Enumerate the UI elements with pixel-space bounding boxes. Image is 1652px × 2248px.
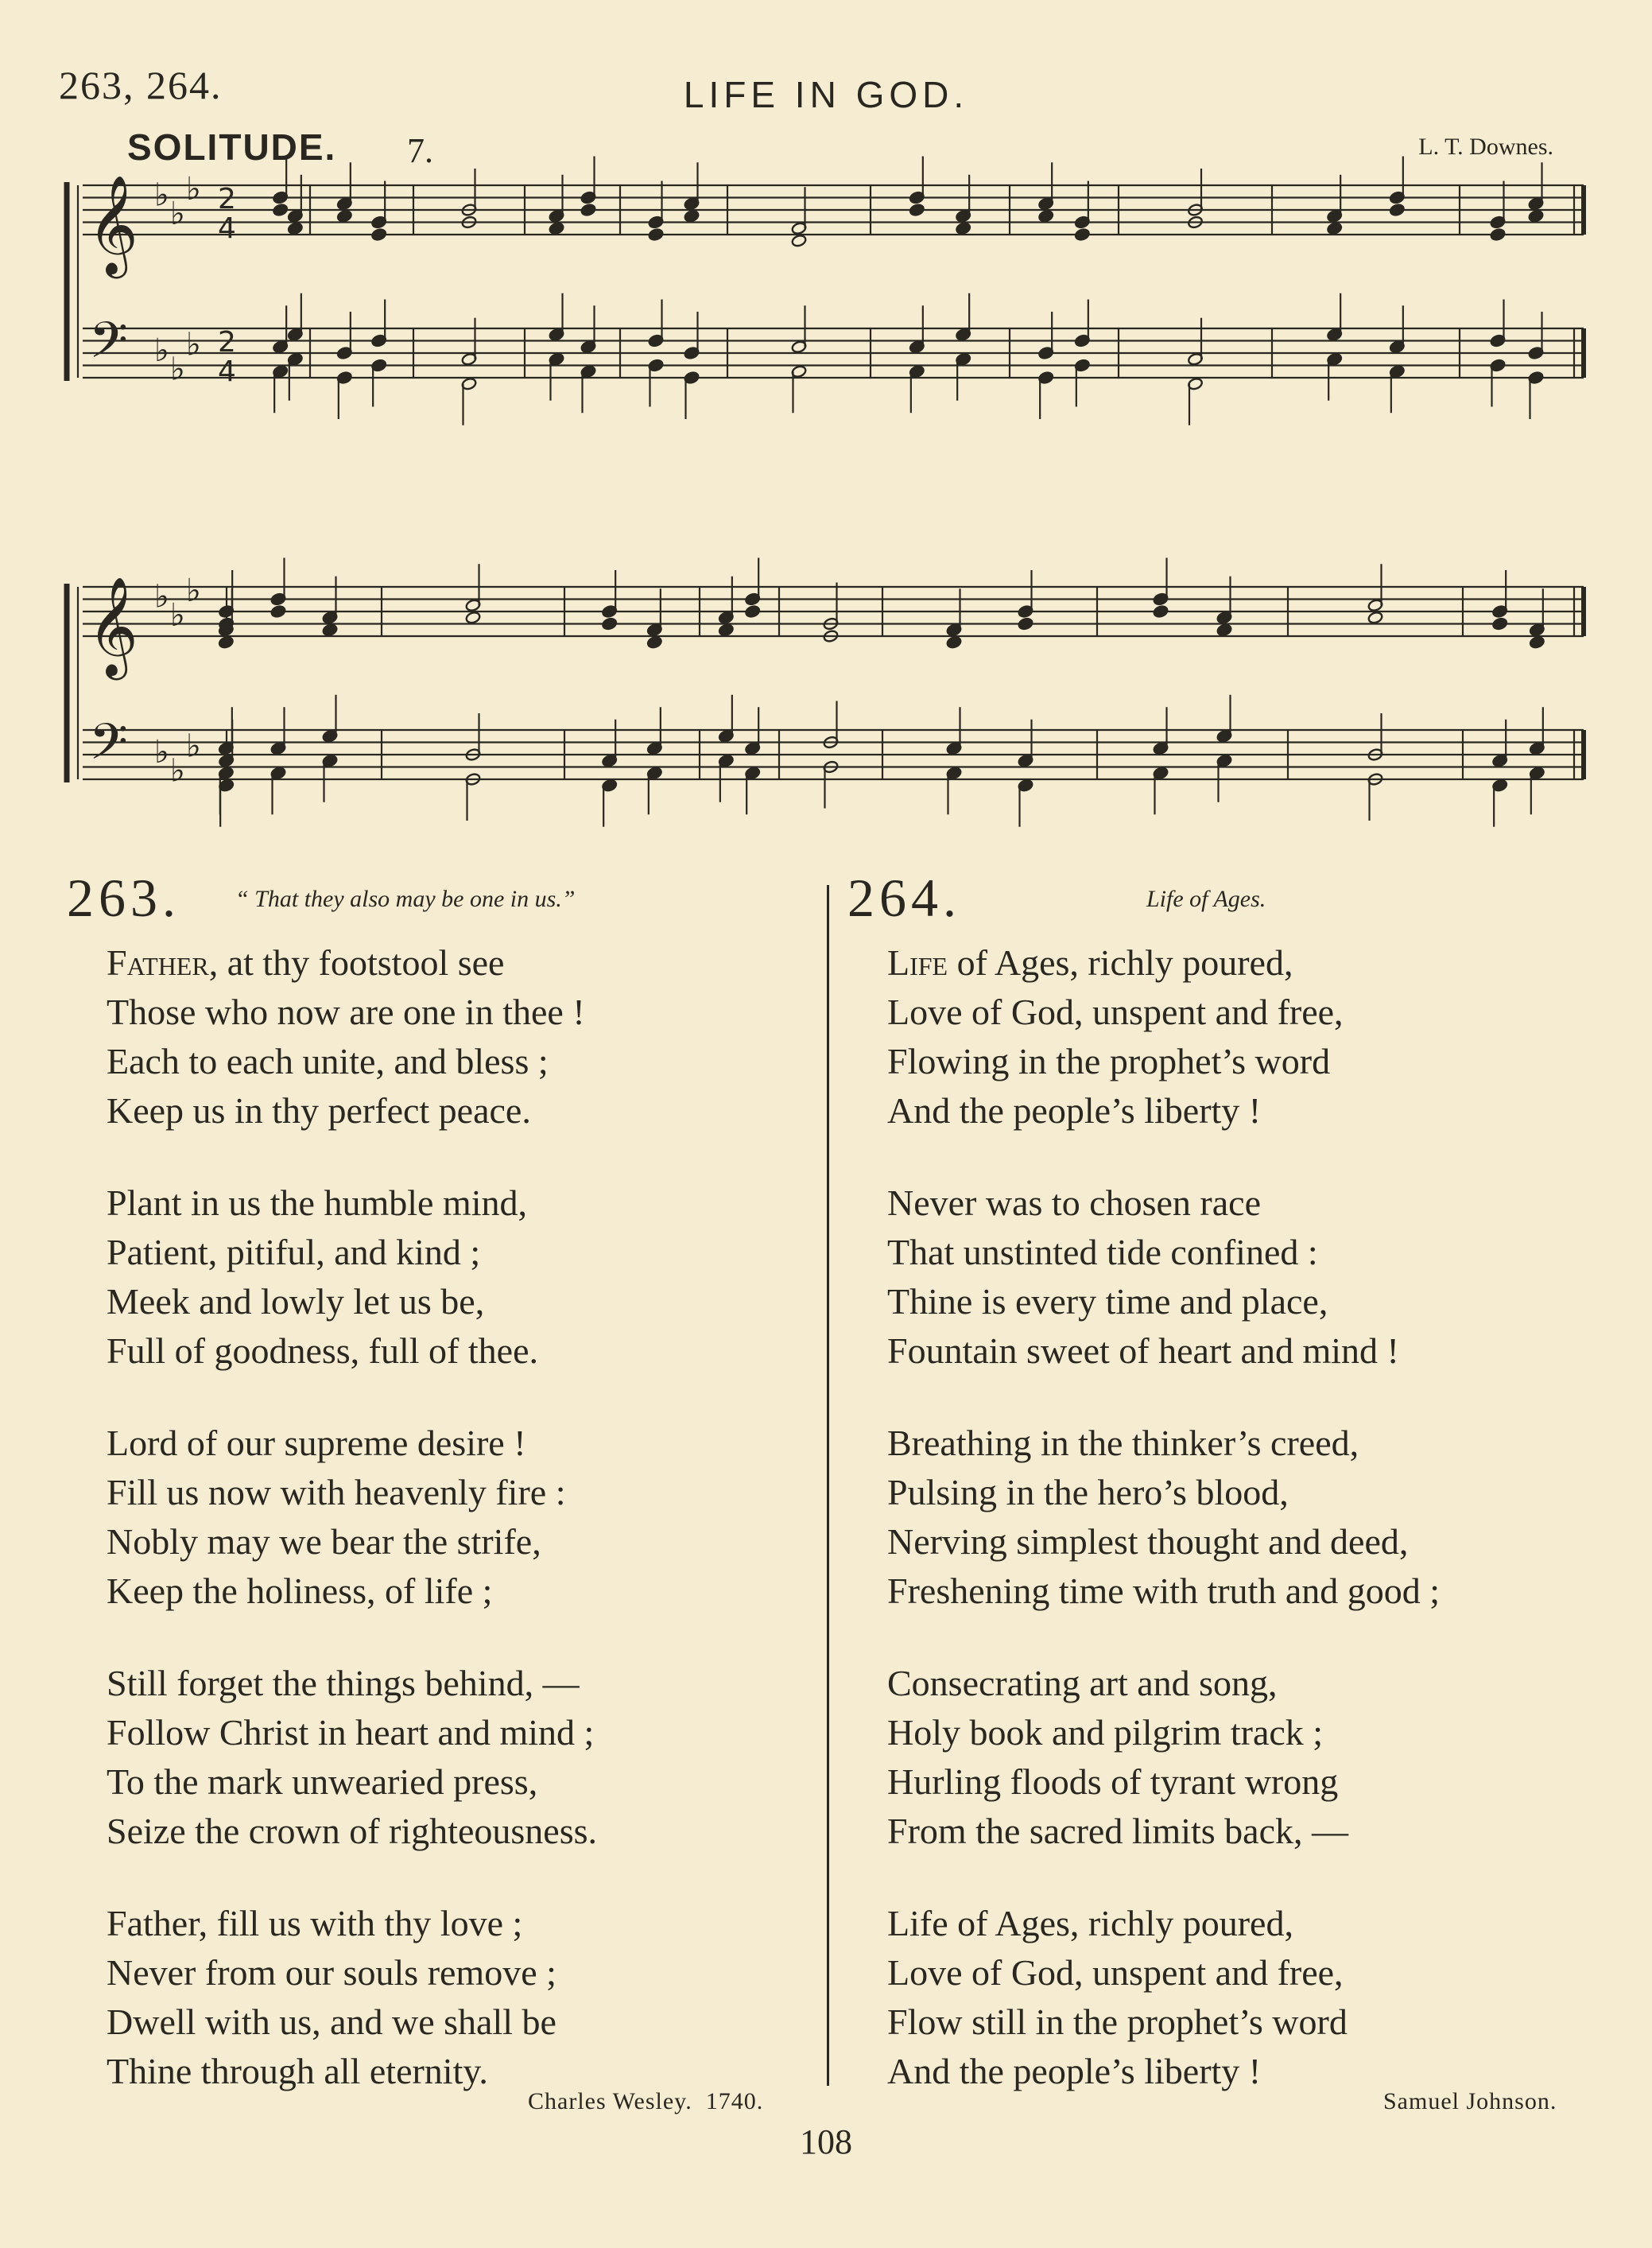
stanza [107,1178,822,1376]
hymn-263-epigraph: “ That they also may be one in us.” [235,886,576,912]
verse-line: Freshening time with truth and good ; [887,1570,1441,1611]
bass-clef-icon: 𝄢 [89,712,128,783]
verse-line: Seize the crown of righteousness. [107,1811,598,1851]
hymn-263-author [528,2088,763,2115]
verse-line: Flow still in the prophet’s word [887,2001,1348,2042]
verse-line: Still forget the things behind, — [107,1663,580,1703]
notehead [1038,209,1054,223]
flat-sign-icon: ♭ [186,728,201,765]
verse-line: Dwell with us, and we shall be [107,2001,556,2042]
column-divider [827,885,829,2086]
hymn-264-text [887,938,1635,2096]
flat-sign-icon: ♭ [170,195,185,232]
verse-line: And the people’s liberty ! [887,1090,1262,1131]
stanza [107,1659,822,1856]
notehead [1367,611,1383,624]
time-signature-top: 2 [218,183,236,215]
page-number: 108 [800,2122,852,2161]
flat-sign-icon: ♭ [154,578,169,615]
verse-line: Love of God, unspent and free, [887,1952,1344,1993]
hymn-264-number: 264. [847,868,961,928]
meter: 7. [407,131,433,170]
stanza [887,1659,1635,1856]
composer: L. T. Downes. [1418,134,1553,160]
treble-clef-icon: 𝄞 [87,175,138,274]
verse-line: Follow Christ in heart and mind ; [107,1712,595,1753]
section-title: LIFE IN GOD. [683,74,969,115]
notehead [956,222,971,235]
treble-clef-icon: 𝄞 [87,577,138,676]
flat-sign-icon: ♭ [154,177,169,214]
notehead [1018,617,1033,631]
notehead [270,604,286,618]
verse-line: Life of Ages, richly poured, [887,1903,1293,1943]
flat-sign-icon: ♭ [154,332,169,369]
notehead [1529,635,1545,649]
verse-line: Life of Ages, richly poured, [887,942,1293,983]
verse-line: Thine is every time and place, [887,1281,1328,1322]
verse-line: Hurling floods of tyrant wrong [887,1761,1339,1802]
hymn-264 [847,867,1635,2139]
flat-sign-icon: ♭ [186,572,201,609]
verse-line: Keep the holiness, of life ; [107,1570,493,1611]
verse-line: Keep us in thy perfect peace. [107,1090,531,1131]
notehead [648,227,664,241]
stanza [107,1899,822,2096]
author-year: 1740. [705,2088,764,2114]
verse-line: Father, fill us with thy love ; [107,1903,523,1943]
bass-clef-icon: 𝄢 [89,310,128,382]
notehead [1490,227,1506,241]
verse-line: Nobly may we bear the strife, [107,1521,541,1562]
flat-sign-icon: ♭ [186,170,201,208]
flat-sign-icon: ♭ [170,596,185,634]
verse-line: Thine through all eternity. [107,2051,488,2091]
time-signature-bottom: 4 [218,212,236,245]
notehead [946,635,962,649]
verse-line: Holy book and pilgrim track ; [887,1712,1324,1753]
notehead [322,623,338,637]
notehead [336,209,352,223]
notehead [287,222,303,235]
verse-line: Plant in us the humble mind, [107,1182,527,1223]
hymn-264-epigraph: Life of Ages. [1146,886,1266,912]
notehead [1528,209,1544,223]
stanza [107,1419,822,1616]
flat-sign-icon: ♭ [154,734,169,771]
notehead [791,234,807,247]
notehead [1216,623,1232,637]
verse-line: Fountain sweet of heart and mind ! [887,1330,1399,1371]
notehead [745,604,761,618]
verse-line: Flowing in the prophet’s word [887,1041,1331,1081]
verse-line: Nerving simplest thought and deed, [887,1521,1409,1562]
verse-line: Patient, pitiful, and kind ; [107,1232,481,1272]
notehead [1492,617,1508,631]
flat-sign-icon: ♭ [170,351,185,388]
notehead [1074,227,1090,241]
time-signature-top: 2 [218,326,236,359]
notehead [549,222,564,235]
flat-sign-icon: ♭ [186,326,201,363]
verse-line: Father, at thy footstool see [107,942,505,983]
notehead [1327,222,1343,235]
verse-line: Full of goodness, full of thee. [107,1330,538,1371]
notehead [218,635,234,649]
verse-line: From the sacred limits back, — [887,1811,1348,1851]
hymn-numbers-header: 263, 264. [59,63,223,107]
verse-line: Breathing in the thinker’s creed, [887,1423,1359,1463]
notehead [602,617,618,631]
tune-name: SOLITUDE. [127,126,337,168]
verse-line: Pulsing in the hero’s blood, [887,1472,1289,1512]
verse-line: Never from our souls remove ; [107,1952,556,1993]
hymn-263-text [107,938,822,2096]
time-signature-bottom: 4 [218,355,236,388]
hymn-264-author: Samuel Johnson. [1383,2088,1557,2114]
verse-line: And the people’s liberty ! [887,2051,1262,2091]
notehead [646,635,662,649]
stanza [887,1899,1635,2096]
author-name: Charles Wesley. [528,2088,692,2114]
stanza [887,938,1635,1136]
verse-line: Each to each unite, and bless ; [107,1041,549,1081]
verse-line: Lord of our supreme desire ! [107,1423,526,1463]
verse-line: Love of God, unspent and free, [887,992,1344,1032]
notehead [273,203,289,216]
notehead [371,227,387,241]
notehead [909,203,925,216]
stanza [887,1419,1635,1616]
verse-line: To the mark unwearied press, [107,1761,538,1802]
music-score [0,0,1652,859]
hymn-263 [67,867,822,2139]
verse-line: Fill us now with heavenly fire : [107,1472,566,1512]
notehead [465,611,481,624]
stanza [887,1178,1635,1376]
flat-sign-icon: ♭ [170,752,185,790]
notehead [1153,604,1169,618]
notehead [718,623,734,637]
notehead [580,203,596,216]
verse-line: Never was to chosen race [887,1182,1261,1223]
verse-line: That unstinted tide confined : [887,1232,1318,1272]
verse-line: Those who now are one in thee ! [107,992,585,1032]
verse-line: Consecrating art and song, [887,1663,1278,1703]
notehead [1389,203,1405,216]
stanza [107,938,822,1136]
notehead [684,209,700,223]
verse-line: Meek and lowly let us be, [107,1281,485,1322]
hymn-263-number: 263. [67,868,180,928]
